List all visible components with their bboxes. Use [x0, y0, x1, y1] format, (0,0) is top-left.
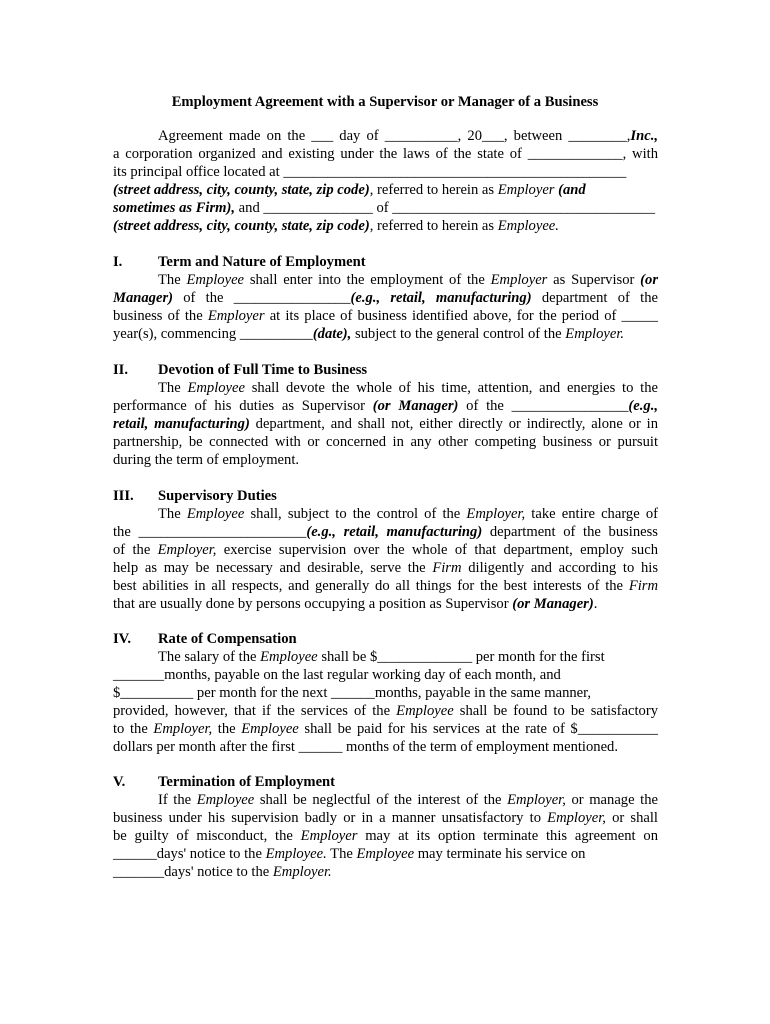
section-line: _______days' notice to the Employer.: [113, 864, 332, 880]
section-line: performance of his duties as Supervisor (or Manager) of the ________________(e.g.,: [113, 398, 659, 414]
section-line: business of the Employer at its place of business identified above, for the period of _____: [113, 308, 658, 324]
section-line: during the term of employment.: [113, 452, 300, 468]
section-heading: Rate of Compensation: [158, 631, 297, 647]
section-line: best abilities in all respects, and generally do all things for the best interests of the Firm: [113, 578, 658, 594]
intro-line-1: Agreement made on the ___ day of __________, 20___, between ________,Inc.,: [158, 128, 658, 144]
section-number: II.: [113, 362, 129, 378]
section-line: year(s), commencing __________(date), subject to the general control of the Employer.: [113, 326, 625, 342]
section-line: $__________ per month for the next ______months, payable in the same manner,: [113, 685, 592, 701]
section-line: the _______________________(e.g., retail, manufacturing) department of the business: [113, 524, 658, 540]
section-line: provided, however, that if the services of the Employee shall be found to be satisfactory: [113, 703, 659, 719]
section-heading: Term and Nature of Employment: [158, 254, 366, 270]
section-line: to the Employer, the Employee shall be paid for his services at the rate of $___________: [113, 721, 658, 737]
section-heading: Supervisory Duties: [158, 488, 277, 504]
section-line: help as may be necessary and desirable, serve the Firm diligently and according to his: [113, 560, 658, 576]
section-line: retail, manufacturing) department, and shall not, either directly or indirectly, alone or in: [113, 416, 659, 432]
section-line: dollars per month after the first ______ months of the term of employment mentioned.: [113, 739, 618, 755]
section-line: Manager) of the ________________(e.g., retail, manufacturing) department of the: [113, 290, 658, 306]
section-line: be guilty of misconduct, the Employer may at its option terminate this agreement on: [113, 828, 658, 844]
section-heading: Devotion of Full Time to Business: [158, 362, 368, 378]
intro-line-3: its principal office located at _______________________________________________: [113, 164, 627, 180]
section-line: of the Employer, exercise supervision over the whole of that department, employ such: [113, 542, 658, 558]
section-line: The Employee shall enter into the employment of the Employer as Supervisor (or: [158, 272, 659, 288]
section-line: business under his supervision badly or in a manner unsatisfactory to Employer, or shall: [113, 810, 658, 826]
section-line: _______months, payable on the last regular working day of each month, and: [113, 667, 561, 683]
section-line: ______days' notice to the Employee. The Employee may terminate his service on: [113, 846, 586, 862]
section-number: III.: [113, 488, 134, 504]
section-number: V.: [113, 774, 126, 790]
section-line: The Employee shall devote the whole of his time, attention, and energies to the: [158, 380, 658, 396]
section-line: If the Employee shall be neglectful of the interest of the Employer, or manage the: [158, 792, 658, 808]
intro-line-5: sometimes as Firm), and _______________ of ____________________________________: [113, 200, 655, 216]
section-line: The Employee shall, subject to the control of the Employer, take entire charge of: [158, 506, 658, 522]
intro-line-4: (street address, city, county, state, zip code), referred to herein as Employer (and: [113, 182, 586, 198]
intro-line-6: (street address, city, county, state, zip code), referred to herein as Employee.: [113, 218, 559, 234]
section-line: The salary of the Employee shall be $_____________ per month for the first: [158, 649, 605, 665]
document-title: Employment Agreement with a Supervisor or Manager of a Business: [171, 94, 599, 110]
section-line: that are usually done by persons occupying a position as Supervisor (or Manager).: [113, 596, 598, 612]
section-number: I.: [113, 254, 123, 270]
intro-line-2: a corporation organized and existing under the laws of the state of _____________, with: [113, 146, 658, 162]
section-number: IV.: [113, 631, 131, 647]
section-line: partnership, be connected with or concerned in any other competing business or pursuit: [113, 434, 658, 450]
section-heading: Termination of Employment: [158, 774, 336, 790]
